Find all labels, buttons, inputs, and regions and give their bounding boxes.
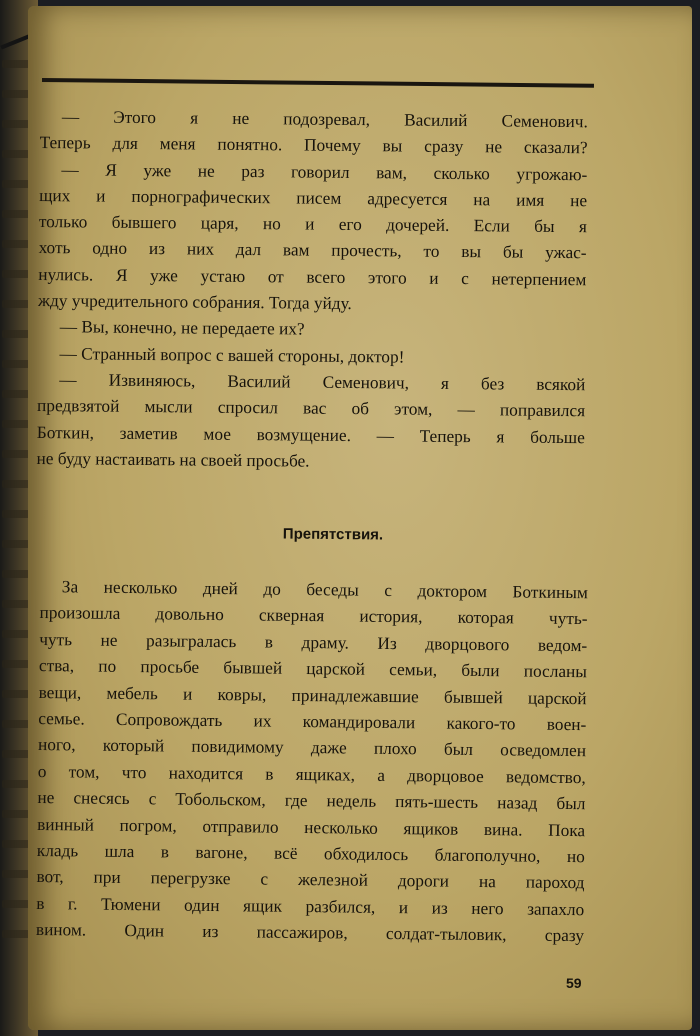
text-line: нулись. Я уже устаю от всего этого и с нетерпением	[38, 264, 587, 290]
header-rule	[42, 78, 594, 88]
text-line: вином. Один из пассажиров, солдат-тыловик, сразу	[35, 920, 585, 946]
text-line: предвзятой мысли спросил вас об этом, — поправился	[37, 396, 586, 421]
text-line: в г. Тюмени один ящик разбился, и из него запахло	[36, 893, 585, 920]
text-line: вот, при перегрузке с железной дороги на пароход	[36, 867, 585, 893]
text-line: — Извиняюсь, Василий Семенович, я без всякой	[59, 370, 586, 395]
text-line: вещи, мебель и ковры, принадлежавшие бывшей царской	[38, 682, 587, 708]
text-line: кладь шла в вагоне, всё обходилось благополучно, но	[36, 841, 585, 867]
text-line: только бывшего царя, но и его дочерей. Если бы я	[38, 212, 587, 237]
dialogue-block	[36, 104, 588, 477]
ink-mark	[0, 35, 29, 50]
text-line: Боткин, заметив мое возмущение. — Теперь я больше	[36, 422, 585, 447]
section-paragraph	[36, 574, 588, 950]
text-line: семье. Сопровождать их командировали какого-то воен-	[38, 709, 587, 735]
text-line: не буду настаивать на своей просьбе.	[36, 448, 310, 471]
text-line: произошла довольно скверная история, которая чуть-	[39, 603, 588, 629]
text-line: ства, по просьбе бывшей царской семьи, были посланы	[38, 656, 588, 682]
text-line: — Я уже не раз говорил вам, сколько угрожаю-	[61, 159, 588, 184]
text-line: Теперь для меня понятно. Почему вы сразу не сказали?	[39, 133, 588, 158]
text-line: ного, который повидимому даже плохо был осведомлен	[37, 735, 587, 761]
text-line: жду учредительного собрания. Тогда уйду.	[38, 291, 352, 314]
text-line: чуть не разыгралась в драму. Из дворцового ведом-	[39, 629, 588, 656]
text-line: — Вы, конечно, не передаете их?	[59, 317, 305, 339]
text-line: — Странный вопрос с вашей стороны, доктор!	[59, 343, 405, 367]
text-line: о том, что находится в ящиках, а дворцовое ведомство,	[37, 761, 586, 788]
section-heading: Препятствия.	[282, 525, 384, 544]
text-line: За несколько дней до беседы с доктором Боткиным	[61, 577, 588, 603]
text-line: — Этого я не подозревал, Василий Семенович.	[61, 107, 588, 132]
text-line: щих и порнографических писем адресуется на имя не	[39, 185, 588, 211]
page-number: 59	[566, 975, 582, 991]
text-line: не снесясь с Тобольском, где недель пять-шесть назад был	[37, 788, 586, 814]
text-line: хоть одно из них дал вам прочесть, то вы бы ужас-	[38, 238, 587, 263]
book-page	[28, 6, 692, 1030]
text-line: винный погром, отправило несколько ящиков вина. Пока	[37, 814, 586, 840]
